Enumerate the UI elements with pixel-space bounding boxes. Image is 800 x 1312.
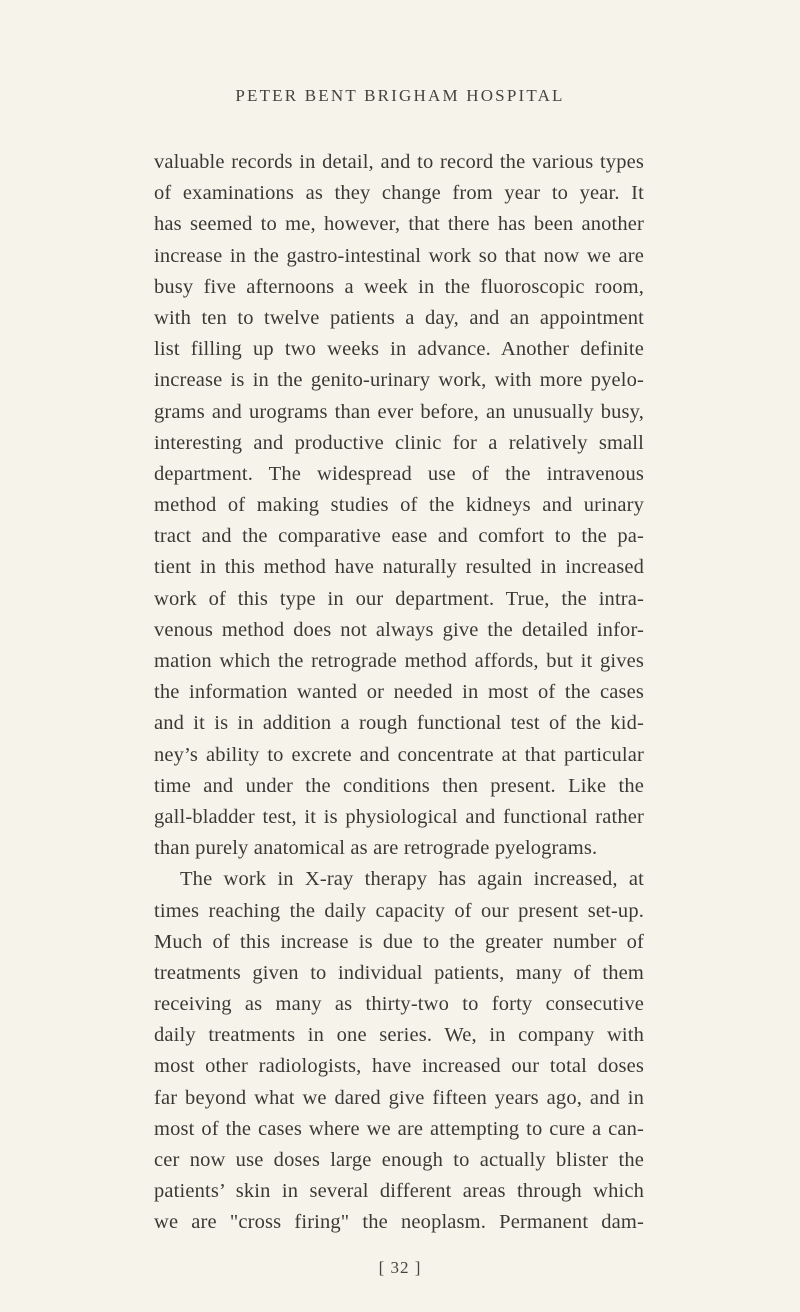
text-line: tract and the comparative ease and comfort to the pa- — [154, 525, 644, 548]
text-line: of examinations as they change from year to year. It — [154, 182, 644, 205]
text-line: most of the cases where we are attempting to cure a can- — [154, 1117, 644, 1140]
text-line: Much of this increase is due to the greater number of — [154, 930, 644, 953]
text-line: The work in X-ray therapy has again increased, at — [180, 868, 644, 891]
text-line: list filling up two weeks in advance. Another definite — [154, 338, 644, 361]
text-line: cer now use doses large enough to actually blister the — [154, 1149, 644, 1171]
running-head: PETER BENT BRIGHAM HOSPITAL — [235, 86, 565, 105]
text-line: most other radiologists, have increased our total doses — [154, 1055, 644, 1078]
text-line: valuable records in detail, and to record the various types — [154, 151, 644, 173]
text-line: busy five afternoons a week in the fluoroscopic room, — [154, 275, 644, 298]
text-line: method of making studies of the kidneys and urinary — [154, 494, 644, 517]
text-line: times reaching the daily capacity of our present set-up. — [154, 899, 644, 922]
text-line: daily treatments in one series. We, in company with — [154, 1024, 644, 1047]
text-line: has seemed to me, however, that there has been another — [154, 213, 644, 236]
text-line: the information wanted or needed in most of the cases — [154, 681, 644, 704]
text-line: department. The widespread use of the intravenous — [154, 462, 644, 485]
text-line: and it is in addition a rough functional test of the kid- — [154, 712, 644, 735]
text-line: increase is in the genito-urinary work, with more pyelo- — [154, 369, 644, 392]
text-line: increase in the gastro-intestinal work so that now we are — [154, 244, 644, 267]
page-number: [ 32 ] — [378, 1258, 422, 1277]
text-line: grams and urograms than ever before, an unusually busy, — [154, 400, 644, 423]
text-line: with ten to twelve patients a day, and an appointment — [154, 306, 644, 329]
text-line: gall-bladder test, it is physiological and functional rather — [154, 805, 644, 828]
text-line: tient in this method have naturally resulted in increased — [154, 556, 644, 579]
text-line: ney’s ability to excrete and concentrate at that particular — [154, 743, 644, 766]
text-line: mation which the retrograde method affords, but it gives — [154, 650, 644, 672]
text-line: patients’ skin in several different areas through which — [154, 1180, 644, 1203]
text-line: work of this type in our department. True, the intra- — [154, 587, 644, 610]
text-line: interesting and productive clinic for a relatively small — [154, 431, 644, 454]
text-line: treatments given to individual patients, many of them — [154, 961, 644, 984]
text-line: receiving as many as thirty-two to forty consecutive — [154, 993, 644, 1016]
text-line: time and under the conditions then present. Like the — [154, 774, 644, 797]
text-line: than purely anatomical as are retrograde pyelograms. — [154, 837, 598, 860]
text-line: far beyond what we dared give fifteen years ago, and in — [154, 1086, 644, 1109]
body-text — [154, 147, 644, 1239]
text-line: venous method does not always give the detailed infor- — [154, 618, 644, 641]
text-line: we are "cross firing" the neoplasm. Permanent dam- — [154, 1211, 644, 1234]
